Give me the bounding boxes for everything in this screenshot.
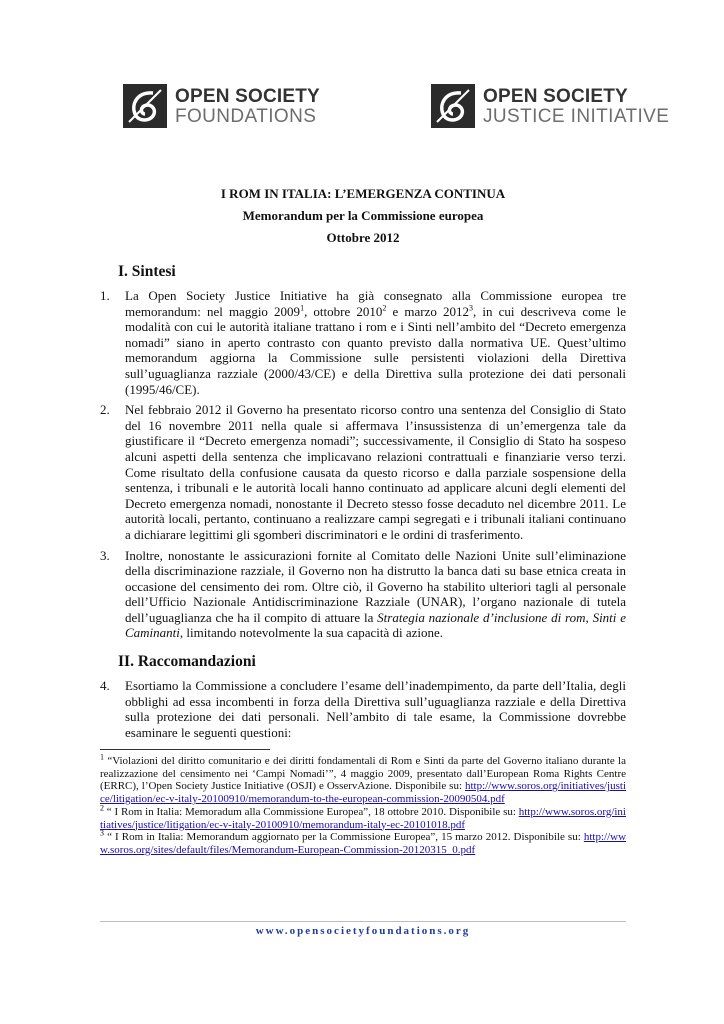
footnote-text: “Violazioni del diritto comunitario e dei diritti fondamentali di Rom e Sinti da parte del Governo italiano durante la realizzazione del censimento nei ‘Campi Nomadi’”, 4 maggio 2009, presentato dall’European Roma Rights Centre (ERRC), l’Open Society Justice Initiative (OSJI) e OsservAzione. Disponibile su: (100, 755, 626, 793)
document-header (100, 183, 626, 249)
footnote-mark: 1 (100, 752, 104, 762)
strategy-title: Strategia nazionale d’inclusione di rom, Sinti e Caminanti (125, 609, 626, 641)
footnote-mark: 3 (100, 828, 104, 838)
footnote-mark: 2 (100, 803, 104, 813)
footnote-ref-3[interactable]: 3 (469, 303, 474, 313)
paragraph-text: , ottobre 2010 (304, 303, 383, 319)
footnote-text: “ I Rom in Italia: Memorandum aggiornato per la Commissione Europea”, 15 marzo 2012. Disponibile su: (104, 831, 581, 844)
paragraph-text: , in cui descriveva come le modalità con cui le autorità italiane trattano i rom e i Sinti nell’ambito del “Decreto emergenza nomadi” siano in aperto contrasto con quanto previsto dalla normativa UE. Quest’ultimo memorandum aggiorna la Commissione sulle persistenti violazioni della Direttiva sull’uguaglianza razziale (2000/43/CE) e della Direttiva sulla protezione dei dati personali (1995/46/CE). (125, 303, 626, 397)
footnote-1 (100, 752, 626, 806)
paragraph-number: 1. (100, 288, 110, 303)
footnote-link-3[interactable]: http://www.soros.org/sites/default/files/Memorandum-European-Commission-20120315_0.pdf (100, 831, 627, 856)
footnote-ref-2[interactable]: 2 (382, 303, 387, 313)
document-body (100, 262, 626, 745)
paragraph-number: 3. (100, 547, 110, 563)
paragraph-2 (100, 402, 626, 542)
footnote-divider (100, 749, 270, 750)
paragraph-text: , limitando notevolmente la sua capacità di azione. (179, 625, 444, 641)
paragraph-4 (100, 678, 626, 740)
paragraph-number: 2. (100, 402, 110, 418)
footnote-2 (100, 803, 626, 831)
osji-logo (431, 84, 669, 128)
paragraph-text: La Open Society Justice Initiative ha già consegnato alla Commissione europea tre memorandum: nel maggio 2009 (125, 288, 626, 319)
footnote-3 (100, 828, 627, 856)
footer-divider (100, 921, 626, 922)
document-date: Ottobre 2012 (326, 230, 400, 245)
paragraph-text: e marzo 2012 (386, 303, 470, 319)
osf-logo (123, 84, 320, 128)
footnote-text: “ I Rom in Italia: Memoradum alla Commissione Europea”, 18 ottobre 2010. Disponibile su: (104, 805, 516, 818)
paragraph-1 (100, 288, 626, 397)
osji-emblem-icon (431, 84, 475, 128)
footnote-ref-1[interactable]: 1 (300, 303, 305, 313)
paragraph-text: Inoltre, nonostante le assicurazioni fornite al Comitato delle Nazioni Unite sull’eliminazione della discriminazione razziale, il Governo non ha distrutto la banca dati su base etnica creata in occasione del censimento dei rom. Oltre ciò, il Governo ha stabilito ulteriori tagli al personale dell’Ufficio Nazionale Antidiscriminazione Razziale (UNAR), l’organo nazionale di tutela dell’uguaglianza che ha il compito di attuare la (125, 547, 626, 625)
footnote-link-2[interactable]: http://www.soros.org/initiatives/justice/litigation/ec-v-italy-20100910/memorandum-italy-ec-20101018.pdf (100, 805, 626, 831)
document-title: I ROM IN ITALIA: L’EMERGENZA CONTINUA (220, 186, 506, 201)
section-heading-sintesi: I. Sintesi (118, 263, 176, 280)
footer-url[interactable]: www.opensocietyfoundations.org (255, 925, 471, 937)
document-subtitle: Memorandum per la Commissione europea (242, 208, 484, 223)
paragraph-number: 4. (100, 678, 110, 694)
paragraph-3 (100, 548, 626, 642)
paragraph-text: Nel febbraio 2012 il Governo ha presentato ricorso contro una sentenza del Consiglio di Stato del 16 novembre 2011 nella quale si affermava l’insussistenza di un’emergenza tale da giustificare il “Decreto emergenza nomadi”; successivamente, il Consiglio di Stato ha sospeso alcuni aspetti della sentenza che implicavano relazioni contrattuali e finanziarie verso terzi. Come risultato della confusione causata da questo ricorso e dalla parziale sospensione della sentenza, i tribunali e le autorità locali hanno continuato ad applicare alcuni degli elementi del Decreto emergenza nomadi, nonostante il Decreto stesso fosse decaduto nel dicembre 2011. Le autorità locali, pertanto, continuano a realizzare campi segregati e i tribunali italiani continuano a dichiarare legittimi gli sgomberi discriminatori e le ordini di trasferimento. (125, 402, 626, 542)
footnote-link-1[interactable]: http://www.soros.org/initiatives/justice/litigation/ec-v-italy-20100910/memorandum-to-the-european-commission-20090504.pdf (100, 780, 626, 806)
footnotes (100, 752, 627, 857)
osf-emblem-icon (123, 84, 167, 128)
section-heading-raccomandazioni: II. Raccomandazioni (118, 653, 256, 671)
osji-logo-line1: OPEN SOCIETY (483, 85, 628, 107)
osji-logo-line2: JUSTICE INITIATIVE (483, 105, 670, 127)
osf-logo-line1: OPEN SOCIETY (175, 85, 320, 107)
osf-logo-line2: FOUNDATIONS (175, 105, 317, 127)
paragraph-text: Esortiamo la Commissione a concludere l’esame dell’inadempimento, da parte dell’Italia, degli obblighi ad essa incombenti in forza della Direttiva sull’uguaglianza razziale e della Direttiva sulla protezione dei dati personali. Nell’ambito di tale esame, la Commissione dovrebbe esaminare le seguenti questioni: (125, 678, 626, 740)
